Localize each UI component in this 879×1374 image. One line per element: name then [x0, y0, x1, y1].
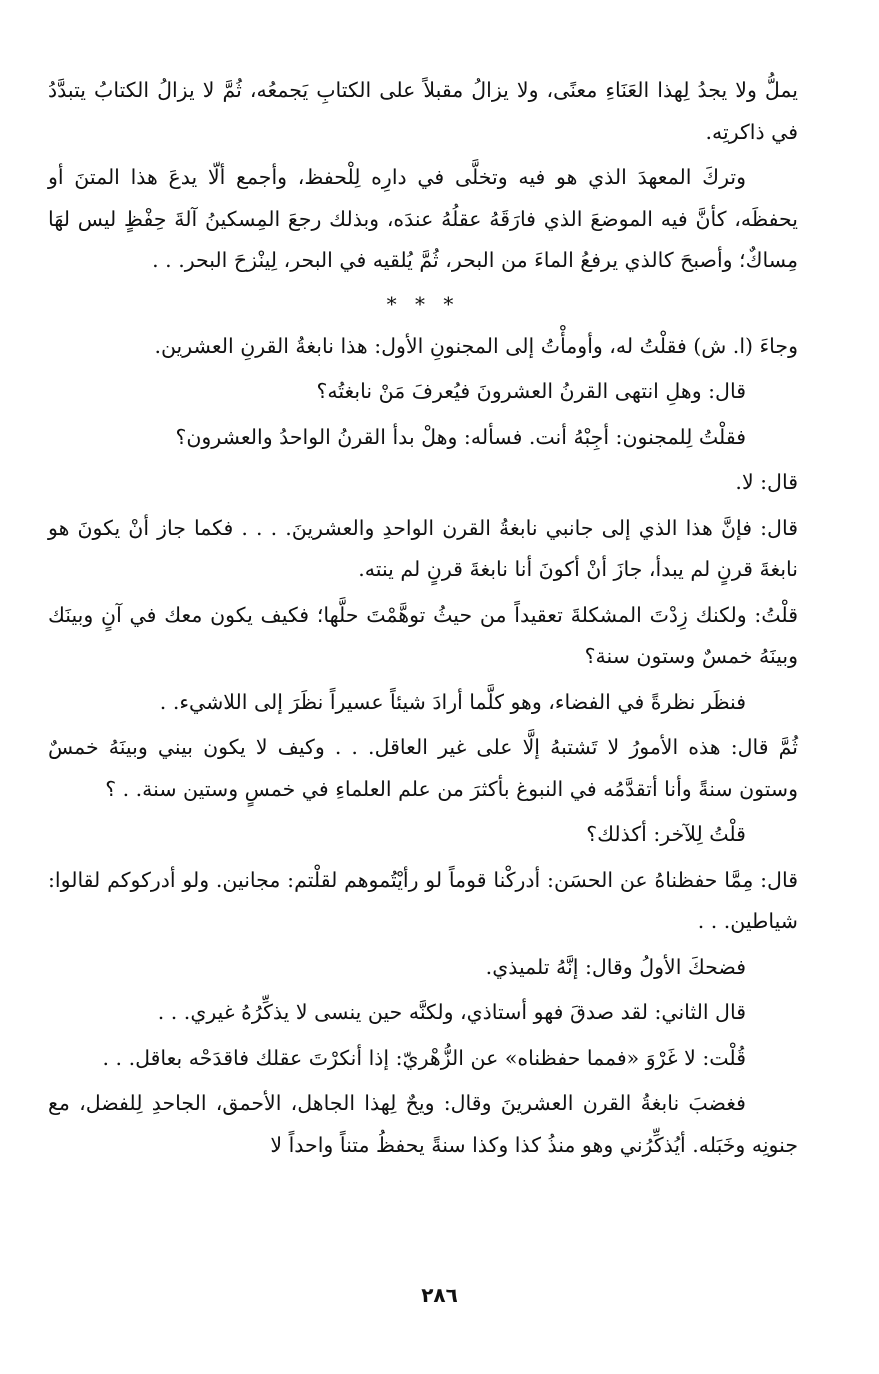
paragraph: قال: لا.: [735, 470, 798, 494]
page-body: [48, 70, 798, 1170]
section-separator: * * *: [386, 291, 460, 316]
paragraph: قلْتُ: ولكنك زِدْتَ المشكلةَ تعقيداً من حيثُ توهَّمْتَ حلَّها؛ فكيف يكون معك في آنٍ وبينَك وبينَهُ خمسٌ وستون سنة؟: [48, 602, 798, 668]
page-number: ٢٨٦: [421, 1283, 458, 1307]
paragraph: قلْتُ لِلآخر: أكذلك؟: [586, 822, 746, 846]
paragraph: قُلْت: لا غَرْوَ «فمما حفظناه» عن الزُّهْريّ: إذا أنكرْتَ عقلك فاقدَحْه بعاقل. . .: [102, 1045, 746, 1070]
paragraph: قال: مِمَّا حفظناهُ عن الحسَن: أدركْنا قوماً لو رأيْتُموهم لقلْتم: مجانين. ولو أدركوكم لقالوا: شياطين. . .: [48, 867, 798, 933]
paragraph: ثُمَّ قال: هذه الأمورُ لا تَشتبهُ إلَّا على غير العاقل. . . وكيف لا يكون بيني وبينَهُ خمسٌ وستون سنةً وأنا أتقدَّمُه في النبوغ بأكثرَ من علم العلماءِ في خمسٍ وستين سنة. . ؟: [48, 735, 798, 801]
paragraph: فنظَر نظرةً في الفضاء، وهو كلَّما أرادَ شيئاً عسيراً نظَرَ إلى اللاشيء. .: [159, 689, 746, 714]
paragraph: وتركَ المعهدَ الذي هو فيه وتخلَّى في دارِه لِلْحفظ، وأجمع ألّا يدعَ هذا المتنَ أو يحفظَه، كأنَّ فيه الموضعَ الذي فارَقَهُ عقلُهُ عندَه، وبذلك رجعَ المِسكينُ آلةَ حِفْظٍ ليس لهَا مِساكٌ؛ وأصبحَ كالذي يرفعُ الماءَ من البحر، ثُمَّ يُلقيه في البحر، لِينْزحَ البحر. . .: [48, 165, 798, 272]
top-paragraphs: [48, 70, 798, 282]
paragraph: فغضبَ نابغةُ القرن العشرينَ وقال: ويحٌ لِهذا الجاهل، الأحمق، الجاحدِ لِلفضل، مع جنونِه وخَبَله. أيُذكِّرُني وهو منذُ كذا وكذا سنةً يحفظُ متناً واحداً لا: [48, 1091, 798, 1157]
paragraph: فضحكَ الأولُ وقال: إنَّهُ تلميذي.: [485, 954, 746, 979]
paragraph: قال: فإنَّ هذا الذي إلى جانبي نابغةُ القرن الواحدِ والعشرينَ. . . . فكما جاز أنْ يكونَ هو نابغةَ قرنٍ لم يبدأ، جازَ أنْ أكونَ أنا نابغةَ قرنٍ لم ينته.: [48, 515, 798, 581]
paragraph: يملُّ ولا يجدُ لِهذا العَنَاءِ معنًى، ولا يزالُ مقبلاً على الكتابِ يَجمعُه، ثُمَّ لا يزالُ الكتابُ يتبدَّدُ في ذاكرتِه.: [48, 78, 798, 144]
paragraph: قال الثاني: لقد صدقَ فهو أستاذي، ولكنَّه حين ينسى لا يذكِّرُهُ غيري. . .: [157, 1000, 746, 1024]
paragraph: فقلْتُ لِلمجنون: أجِبْهُ أنت. فسأله: وهلْ بدأ القرنُ الواحدُ والعشرون؟: [175, 424, 746, 449]
paragraph: قال: وهلِ انتهى القرنُ العشرونَ فيُعرفَ مَنْ نابغتُه؟: [316, 379, 746, 403]
bottom-paragraphs: [48, 326, 798, 1167]
paragraph: وجاءَ (ا. ش) فقلْتُ له، وأومأْتُ إلى المجنونِ الأول: هذا نابغةُ القرنِ العشرين.: [154, 333, 798, 358]
